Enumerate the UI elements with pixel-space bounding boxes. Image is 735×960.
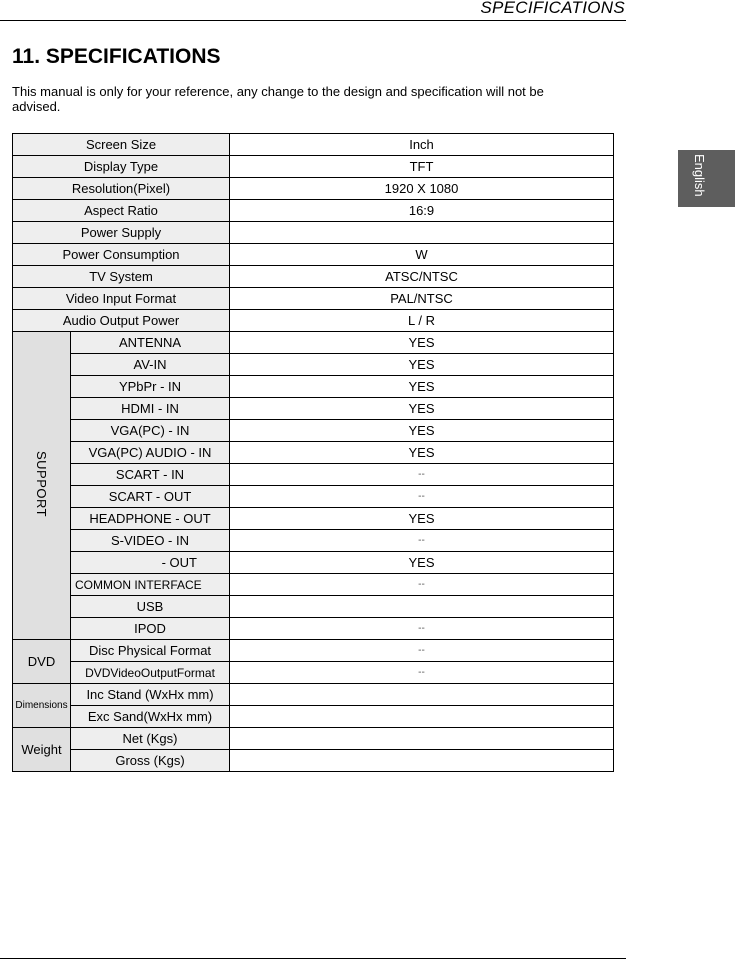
weight-value	[230, 750, 614, 772]
spec-label: Audio Output Power	[13, 310, 230, 332]
table-row	[13, 684, 614, 706]
spec-value: L / R	[230, 310, 614, 332]
support-label: USB	[71, 596, 230, 618]
table-row	[13, 310, 614, 332]
support-value: YES	[230, 442, 614, 464]
dvd-value: --	[230, 640, 614, 662]
spec-value: ATSC/NTSC	[230, 266, 614, 288]
table-row	[13, 200, 614, 222]
support-value: YES	[230, 420, 614, 442]
table-row	[13, 530, 614, 552]
spec-value: 16:9	[230, 200, 614, 222]
dvd-value: --	[230, 662, 614, 684]
spec-label: Video Input Format	[13, 288, 230, 310]
table-row	[13, 178, 614, 200]
support-value: YES	[230, 376, 614, 398]
language-tab-label: English	[692, 154, 707, 197]
section-title: 11. SPECIFICATIONS	[12, 45, 221, 68]
support-label: SCART - IN	[71, 464, 230, 486]
spec-label: Power Supply	[13, 222, 230, 244]
spec-value: 1920 X 1080	[230, 178, 614, 200]
support-label: SCART - OUT	[71, 486, 230, 508]
support-value: --	[230, 574, 614, 596]
table-row	[13, 288, 614, 310]
language-tab[interactable]	[678, 150, 735, 207]
support-label: - OUT	[71, 552, 230, 574]
weight-label: Net (Kgs)	[71, 728, 230, 750]
dimensions-value	[230, 684, 614, 706]
support-label: AV-IN	[71, 354, 230, 376]
table-row	[13, 222, 614, 244]
table-row	[13, 156, 614, 178]
weight-group-label: Weight	[13, 728, 71, 772]
dimensions-label: Exc Sand(WxHx mm)	[71, 706, 230, 728]
dimensions-group-label: Dimensions	[13, 684, 71, 728]
table-row	[13, 574, 614, 596]
table-row	[13, 244, 614, 266]
table-row	[13, 376, 614, 398]
support-value: --	[230, 464, 614, 486]
table-row	[13, 266, 614, 288]
weight-label: Gross (Kgs)	[71, 750, 230, 772]
table-row	[13, 486, 614, 508]
table-row	[13, 398, 614, 420]
footer-rule	[0, 958, 626, 959]
table-row	[13, 134, 614, 156]
support-label: S-VIDEO - IN	[71, 530, 230, 552]
support-value: --	[230, 618, 614, 640]
table-row	[13, 332, 614, 354]
dimensions-label: Inc Stand (WxHx mm)	[71, 684, 230, 706]
table-row	[13, 728, 614, 750]
support-label: IPOD	[71, 618, 230, 640]
table-row	[13, 750, 614, 772]
table-row	[13, 552, 614, 574]
spec-value: Inch	[230, 134, 614, 156]
dvd-label: Disc Physical Format	[71, 640, 230, 662]
support-value: YES	[230, 332, 614, 354]
weight-value	[230, 728, 614, 750]
support-value	[230, 596, 614, 618]
support-label: ANTENNA	[71, 332, 230, 354]
support-label: HEADPHONE - OUT	[71, 508, 230, 530]
support-label: VGA(PC) - IN	[71, 420, 230, 442]
support-value: --	[230, 486, 614, 508]
table-row	[13, 706, 614, 728]
spec-label: TV System	[13, 266, 230, 288]
table-row	[13, 420, 614, 442]
spec-label: Aspect Ratio	[13, 200, 230, 222]
spec-label: Screen Size	[13, 134, 230, 156]
table-row	[13, 354, 614, 376]
support-value: YES	[230, 552, 614, 574]
header-rule	[0, 20, 626, 21]
support-label: COMMON INTERFACE	[71, 574, 230, 596]
support-value: YES	[230, 508, 614, 530]
spec-value	[230, 222, 614, 244]
support-group-cell	[13, 332, 71, 640]
spec-label: Power Consumption	[13, 244, 230, 266]
table-row	[13, 464, 614, 486]
support-label: HDMI - IN	[71, 398, 230, 420]
table-row	[13, 640, 614, 662]
dimensions-value	[230, 706, 614, 728]
running-header: SPECIFICATIONS	[480, 0, 625, 17]
specifications-table	[12, 133, 614, 772]
table-row	[13, 596, 614, 618]
spec-value: W	[230, 244, 614, 266]
support-group-label: SUPPORT	[34, 450, 49, 518]
dvd-group-label: DVD	[13, 640, 71, 684]
table-row	[13, 442, 614, 464]
dvd-label: DVDVideoOutputFormat	[71, 662, 230, 684]
support-label: YPbPr - IN	[71, 376, 230, 398]
support-value: YES	[230, 398, 614, 420]
support-value: --	[230, 530, 614, 552]
spec-label: Resolution(Pixel)	[13, 178, 230, 200]
intro-paragraph: This manual is only for your reference, any change to the design and specification will not be advised.	[12, 84, 544, 114]
spec-value: PAL/NTSC	[230, 288, 614, 310]
table-row	[13, 662, 614, 684]
table-row	[13, 618, 614, 640]
support-value: YES	[230, 354, 614, 376]
spec-label: Display Type	[13, 156, 230, 178]
table-row	[13, 508, 614, 530]
spec-value: TFT	[230, 156, 614, 178]
support-label: VGA(PC) AUDIO - IN	[71, 442, 230, 464]
